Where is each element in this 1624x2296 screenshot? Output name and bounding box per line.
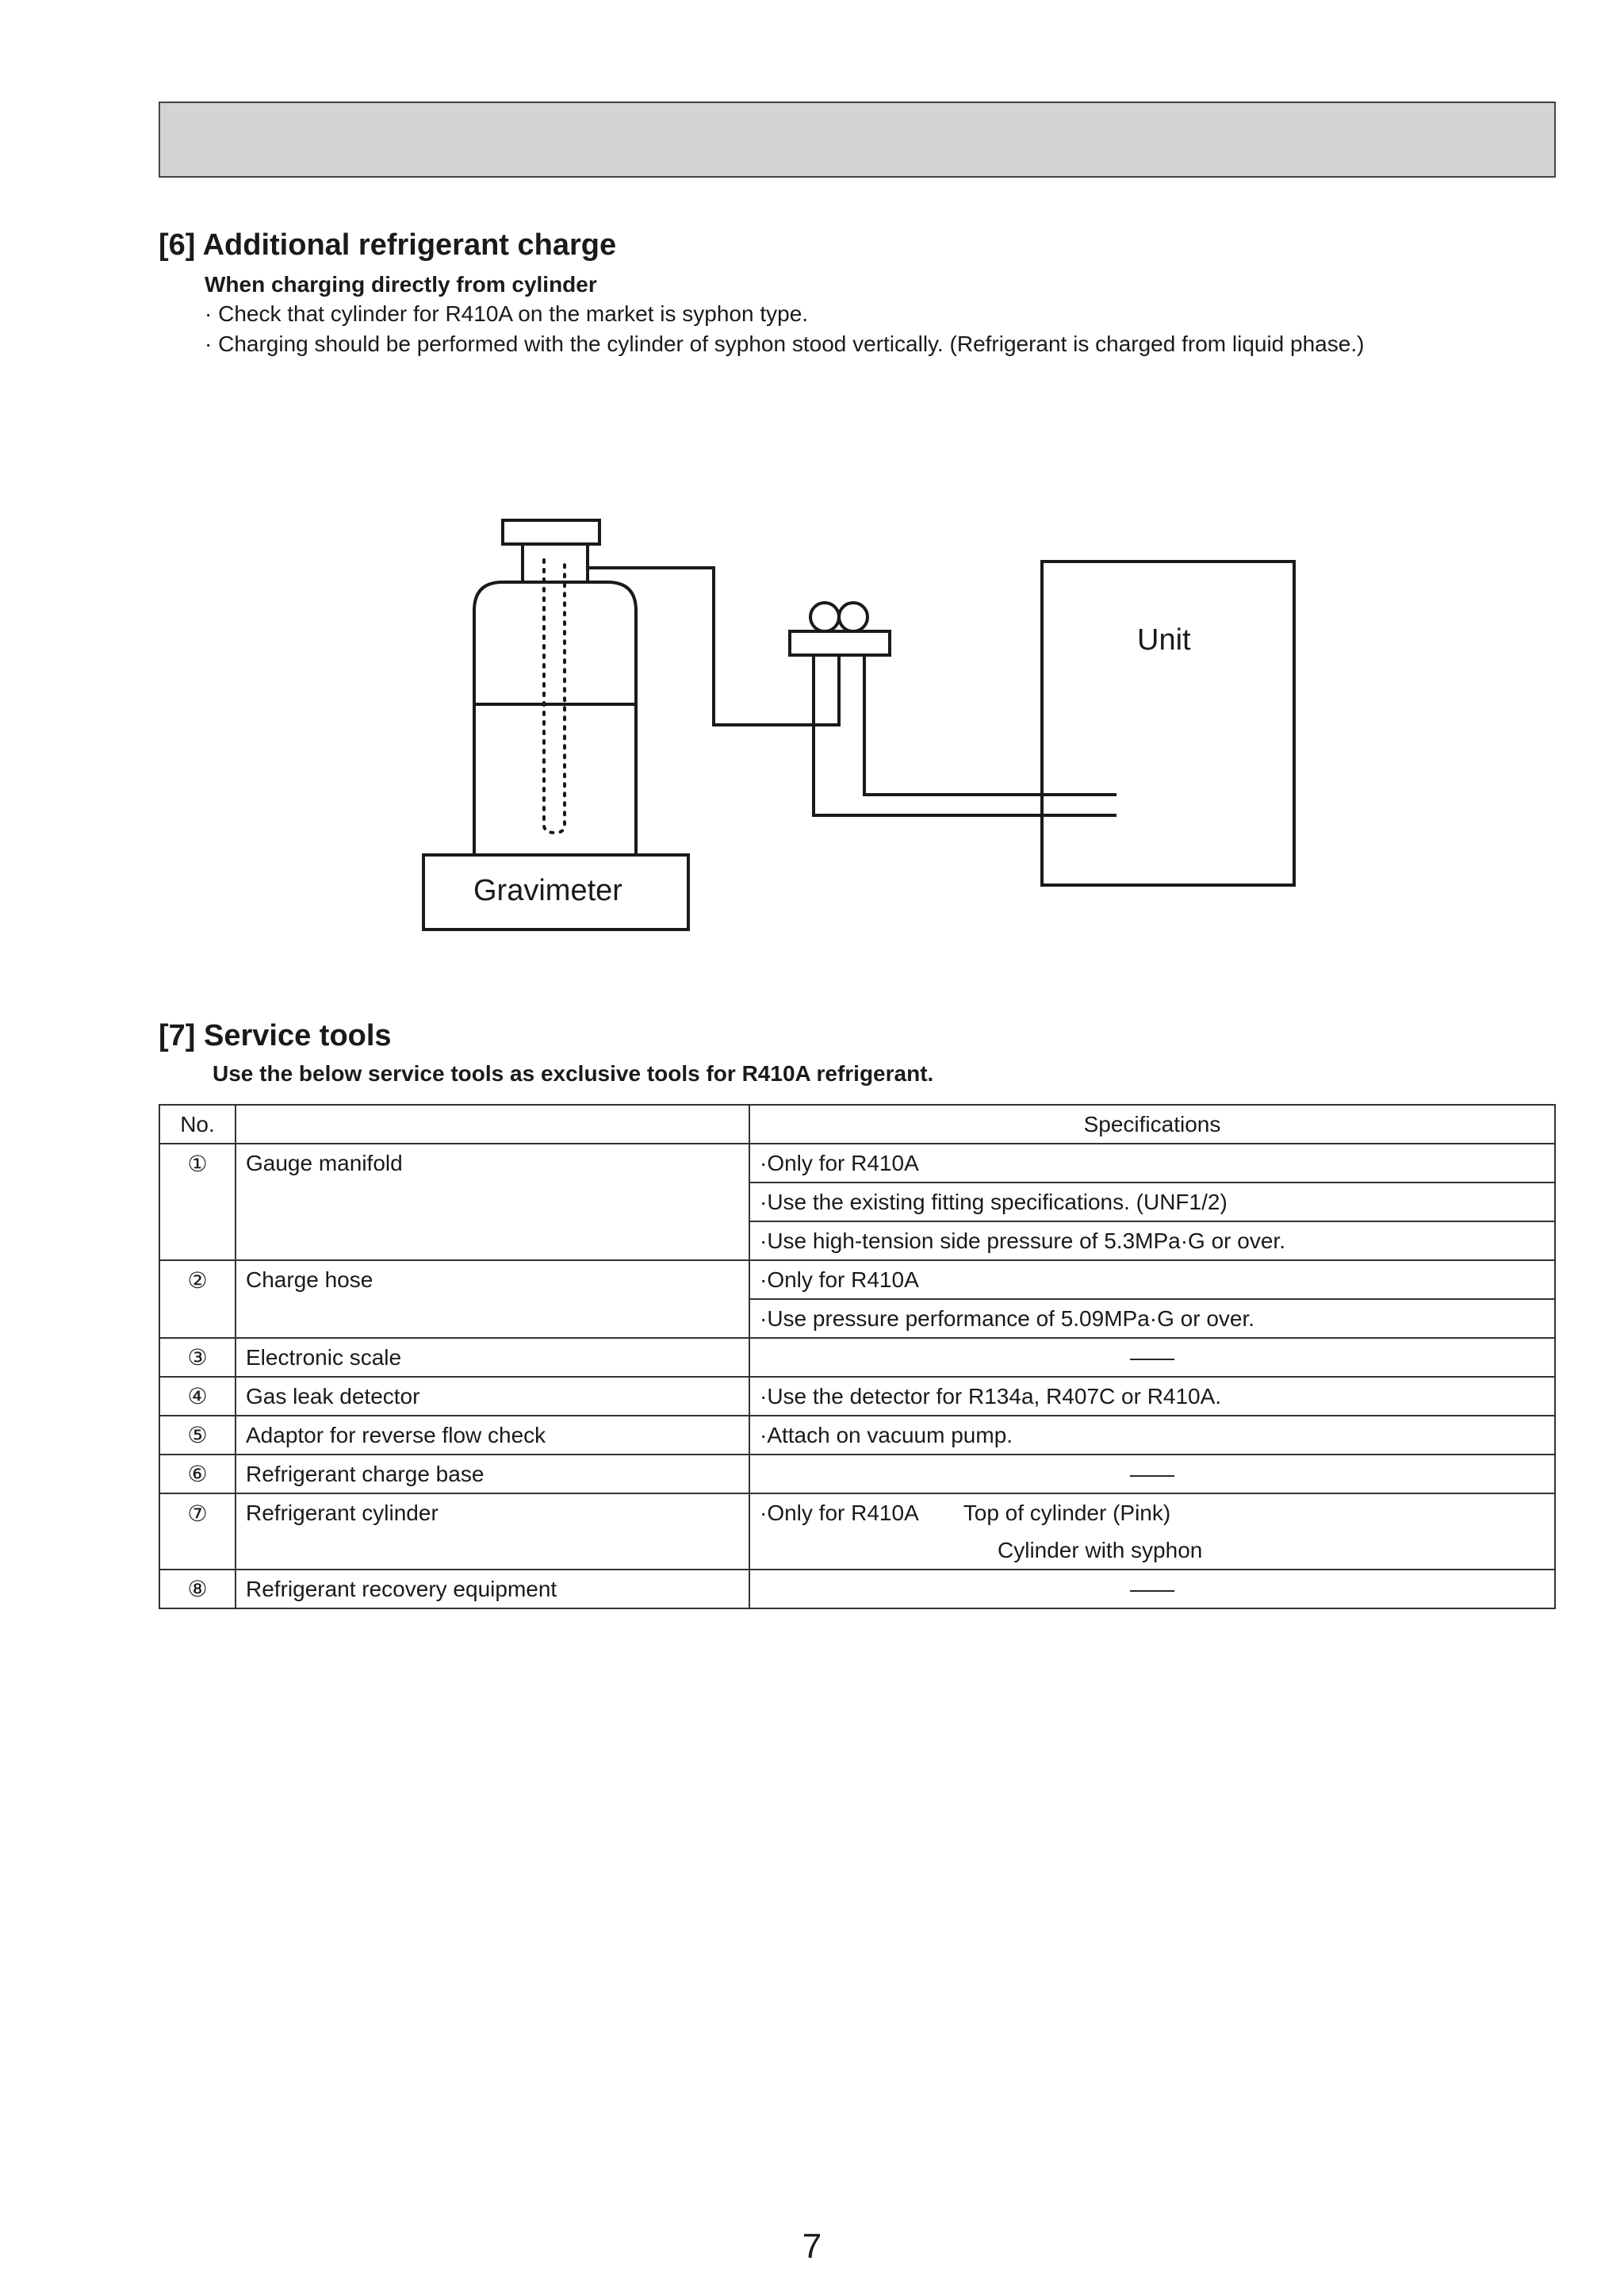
- cylinder-cap: [503, 520, 599, 544]
- header-no: No.: [159, 1105, 236, 1144]
- gauge-left: [810, 603, 839, 631]
- tool-no: ④: [159, 1377, 236, 1416]
- table-header-row: [159, 1105, 1555, 1144]
- table-row: [159, 1377, 1555, 1416]
- section-7-subtitle: Use the below service tools as exclusive tools for R410A refrigerant.: [213, 1061, 934, 1086]
- gauge-manifold-body: [790, 631, 890, 655]
- tool-spec-row: [749, 1531, 1555, 1570]
- tool-spec: ·Only for R410A: [749, 1144, 1555, 1182]
- tool-spec: ·Attach on vacuum pump.: [749, 1416, 1555, 1455]
- tool-name: Refrigerant cylinder: [236, 1493, 749, 1570]
- section-6-subtitle: When charging directly from cylinder: [205, 272, 597, 297]
- table-row: [159, 1416, 1555, 1455]
- cylinder-body: [474, 582, 636, 855]
- table-row: [159, 1570, 1555, 1608]
- charging-diagram: [0, 0, 1624, 952]
- tool-name: Gauge manifold: [236, 1144, 749, 1260]
- tool-name: Refrigerant recovery equipment: [236, 1570, 749, 1608]
- tool-spec-none: ——: [749, 1570, 1555, 1608]
- tool-spec: ·Use the detector for R134a, R407C or R410A.: [749, 1377, 1555, 1416]
- tool-no: ⑥: [159, 1455, 236, 1493]
- tool-name: Adaptor for reverse flow check: [236, 1416, 749, 1455]
- service-tools-table: [159, 1104, 1556, 1609]
- tool-name: Charge hose: [236, 1260, 749, 1338]
- tool-spec-none: ——: [749, 1338, 1555, 1377]
- tool-spec: ·Use the existing fitting specifications. (UNF1/2): [749, 1182, 1555, 1221]
- tool-spec-row: [749, 1493, 1555, 1531]
- header-name: [236, 1105, 749, 1144]
- tool-spec: ·Use pressure performance of 5.09MPa·G or over.: [749, 1299, 1555, 1338]
- tool-spec: ·Only for R410A: [760, 1500, 919, 1525]
- tool-no: ⑤: [159, 1416, 236, 1455]
- gauge-right: [839, 603, 868, 631]
- cylinder-neck: [523, 544, 588, 582]
- tool-name: Refrigerant charge base: [236, 1455, 749, 1493]
- tool-spec-note: Cylinder with syphon: [998, 1537, 1203, 1562]
- section-7-title: [7] Service tools: [159, 1019, 392, 1052]
- unit-box: [1042, 562, 1294, 885]
- table-row: [159, 1493, 1555, 1531]
- tool-no: ⑦: [159, 1493, 236, 1570]
- section-6-bullet-2: · Charging should be performed with the cylinder of syphon stood vertically. (Refrigerant is charged from liquid phase.): [205, 332, 1365, 356]
- table-row: [159, 1455, 1555, 1493]
- page-number: 7: [802, 2227, 822, 2266]
- table-row: [159, 1338, 1555, 1377]
- table-row: [159, 1260, 1555, 1299]
- gravimeter-label: Gravimeter: [473, 874, 622, 907]
- table-row: [159, 1144, 1555, 1182]
- section-6-bullet-1: · Check that cylinder for R410A on the market is syphon type.: [205, 301, 809, 326]
- section-6-title: [6] Additional refrigerant charge: [159, 228, 617, 262]
- tool-no: ②: [159, 1260, 236, 1338]
- tool-spec-none: ——: [749, 1455, 1555, 1493]
- tool-name: Electronic scale: [236, 1338, 749, 1377]
- tool-no: ③: [159, 1338, 236, 1377]
- tool-spec: ·Use high-tension side pressure of 5.3MPa·G or over.: [749, 1221, 1555, 1260]
- tool-spec-note: Top of cylinder (Pink): [963, 1500, 1171, 1525]
- tool-no: ①: [159, 1144, 236, 1260]
- header-specifications: Specifications: [749, 1105, 1555, 1144]
- tool-name: Gas leak detector: [236, 1377, 749, 1416]
- tool-no: ⑧: [159, 1570, 236, 1608]
- tool-spec: ·Only for R410A: [749, 1260, 1555, 1299]
- unit-label: Unit: [1137, 623, 1191, 657]
